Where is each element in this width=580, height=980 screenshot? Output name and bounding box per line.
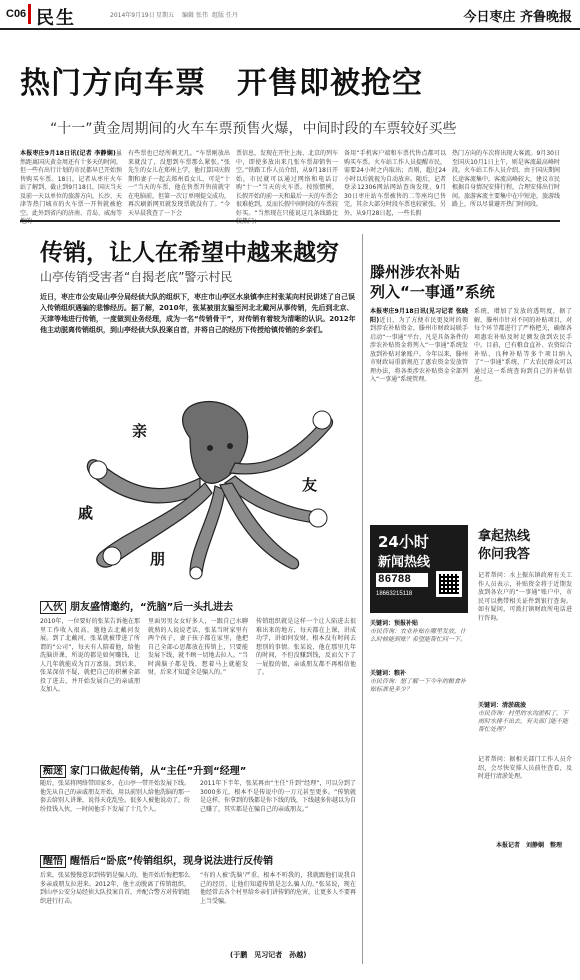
sec2-title: 家门口做起传销，从“主任”升到“经理” [70, 766, 247, 777]
side-byline: 本报枣庄9月18日讯(见习记者 张晓阳) [370, 308, 468, 324]
side-col2: 系统，增加了发放的透明度，据了解，滕州市针对不同的补贴项目，对每个环节都进行了严格把关，确保各项惠农补贴及时足额发放到农民手中。目前，已有粮食直补、农资综合补贴、良种补贴等多个项目纳入了“一事通”系统，广大农民群众可以通过这一系统查询到自己的补贴信息。 [474, 308, 572, 383]
illus-word-relatives: 亲 [132, 422, 148, 440]
sec3-byline: (于鹏 见习记者 孙越) [230, 951, 307, 959]
hotline-q2-text: 市民咨询：想了解一下今年的粮食补贴标准是多少？ [370, 678, 467, 693]
ad-hours: 24小时 [378, 533, 429, 551]
top-story-col2: 有些票也已经所剩无几。“车票刚放出来就没了，没想到车票那么紧张。”张先生的女儿在郑州上学，他打算国庆假期和妻子一起去郑州看女儿，可是“十一”当天的车票，他在售票开售前就守在电脑前，但第一次订单刚提交成功，再次刷新网页就发现票就没有了。“今天早晨我查了一下会 [128, 150, 231, 217]
ad-phone: 86788 [376, 573, 428, 587]
top-story-byline: 本报枣庄9月18日讯(记者 李静娴) [20, 150, 116, 157]
sec2-heading [40, 762, 246, 777]
sec3-title: 醒悟后“卧底”传销组织，现身说法进行反传销 [70, 856, 274, 867]
top-story-col3: 票信息，发现在开往上海、北京的列车中，即使多放出来几张车票却销售一空。”铁路工作人员介绍，从9月18日开始，市民就可以通过网络和电话订购“十一”当天的火车票。按照惯例，长假开始的前一天和最后一天的车票会很难抢到，反而长假中间时段的车票较好买。“当然现在只能说这几条线路比 [236, 150, 339, 217]
top-subhead: “十一”黄金周期间的火车车票预售火爆，中间时段的车票较好买些 [50, 121, 457, 137]
hotline-q3-text: 市民咨询：村里的水沟淤积了，下雨时水排不出去，有关部门能不能帮忙处理？ [478, 710, 569, 733]
hotline-q1-label: 关键词：预报补贴 [370, 620, 419, 627]
issue-date: 2014年9月19日 [110, 12, 155, 19]
hotline-q3-label: 关键词：清淤疏浚 [478, 702, 527, 709]
top-story-col1: 本报枣庄9月18日讯(记者 李静娴)虽然距离国庆黄金周还有十多天的时间，但一些有出行计划的市民都早已开始预售购买车票。18日，记者从枣庄火车站了解到，截止到9月18日，国庆当天及前一天以单位的旅游方向，长沙、天津等热门城市的火车票一开售就被抢空。此外到省内的济南、青岛、威海等 [20, 150, 123, 217]
ad-mobile: 18663215118 [376, 591, 413, 597]
hotline-byline: 本报记者 刘静娴 整理 [496, 842, 563, 849]
layout-credit: 组版 任丹 [212, 12, 238, 19]
story-divider [20, 220, 560, 222]
sec1-heading [40, 598, 233, 613]
section-title: 民生 [36, 8, 76, 29]
sec3-tag: 醒悟 [40, 855, 66, 868]
sec2-col1: 随后，张某将网络带回家乡，在山亭一带开始发展下线。他先从自己的亲戚朋友开始，用以前别人给他洗脑的那一套去给别人讲课，说得天花乱坠。很多人被他说动了，纷纷投钱入伙，一时间他手下发展了十几个人。 [40, 780, 191, 813]
page-number: C06 [6, 8, 27, 20]
sec1-col2: 里面男男女女好多人，一跟自己水聊就熟的人说说老话，张某当时家里有两个孩子，妻子孩子都在家里，他把自己全部心思都放在传销上，只要能发展下线，就不顾一切地去拉人。“当时满脑子都是钱，想着马上就能发财，后来才知道全是骗人的。” [148, 618, 248, 676]
sec1-tag: 入伙 [40, 601, 66, 614]
illus-word-friend: 友 [302, 476, 318, 494]
side-col1: 本报枣庄9月18日讯(见习记者 张晓阳)近日，为了方便市民更及时的领到涉农补贴资金，滕州市财政局联手启动“一事通”平台，凡是具备条件的涉农补贴资金将列入“一事通”系统发放到补贴对象账户。今年以来，滕州市财政局重新规范了惠农资金发放管理办法，将各类涉农补贴资金全部列入“一事通”系统管理。 [370, 308, 468, 383]
sec3-heading [40, 852, 273, 867]
hotline-q2-label: 关键词：粮补 [370, 670, 407, 677]
sec3-col2: “有的人被‘洗脑’严重，根本不听我的，我就跟他们说我自己的经历，让他们知道传销是怎么骗人的。”张某说，现在他经常去各个村里给乡亲们讲传销的危害，让更多人不要再上当受骗。 [200, 872, 357, 905]
top-headline: 热门方向车票 开售即被抢空 [20, 66, 423, 101]
illus-word-companion: 朋 [150, 550, 166, 568]
sec1-col1: 2010年，一位要好的张某告诉他在那里工作收入很高，邀他去北戴河发展。到了北戴河，张某就被带进了所谓的“公司”，每天有人陪着他，给他洗脑讲课，所说的都是如何赚钱，让人几年就能成为百万富翁。到后来，张某深信不疑，就把自己的积蓄全部投了进去，并开始发展自己的亲戚朋友加入。 [40, 618, 140, 693]
mlm-subhead: 山亭传销受害者“自揭老底”警示村民 [40, 270, 233, 284]
hotline-ad [370, 525, 468, 613]
top-story-col5: 热门方向的车次将出现大客流。9月30日至国庆10月1日上午，则是客流最高峰时段。火车站工作人员介绍，由于国庆期间长途客流集中，客流高峰较大，建议市民根据自身情况安排行程，合理安排出行时间。旅游客流主要集中在中短途，旅游线路上，所以尽量避开热门时间段。 [452, 150, 561, 208]
hotline-reply2: 记者帮问：据相关部门工作人员介绍，会尽快安排人员前往查看，及时进行清淤处理。 [478, 756, 572, 780]
mlm-headline: 传销，让人在希望中越来越穷 [40, 240, 339, 266]
octopus-illustration [40, 368, 354, 580]
sec3-col1: 后来，张某慢慢意识到传销是骗人的，他开始后悔把那么多亲戚朋友拉进来。2012年，他主动脱离了传销组织，到山亭公安分局经侦大队投案自首，并配合警方对传销组织进行打击。 [40, 872, 191, 905]
sec1-col3: 传销组织就是这样一个让人陷进去很难出来的地方，每天都在上课，讲成功学，讲如何发财，根本没有时间去想别的事情。张某说，他在那里几年的时间，不但没赚到钱，反而欠下了一屁股的债，亲戚朋友都不再相信他了。 [256, 618, 356, 676]
hotline-reply: 记者帮问：水上振东镇政府有关工作人员表示，补贴资金将于近期发放到各农户的“一事通”账户中，市民可以携带相关证件到银行查询。如有疑问，可拨打镇财政所电话进行咨询。 [478, 572, 572, 622]
sec1-title: 朋友盛情邀约，“洗脑”后一头扎进去 [70, 602, 234, 613]
ad-label: 新闻热线 [378, 555, 431, 570]
section-marker [28, 4, 31, 24]
top-story-col4: 备用“手机客户端和车票代售点都可以购买车票。火车站工作人员提醒市民，需要24小时之内取出；否则，超过24小时以后就视为自动放弃。随后，记者登录12306网站网站查询发现，9月30日枣庄站车票被售的二等座均已售完，其余大部分时段车票也较紧张。另外，从9月28日起，一些长假 [344, 150, 447, 217]
qr-code-icon [436, 571, 462, 597]
hotline-q1-text: 市民咨询：农业补贴在哪里发放，什么时候能到账？希望能帮忙问一下。 [370, 628, 467, 643]
mlm-lead: 近日，枣庄市公安局山亭分局经侦大队的组织下，枣庄市山亭区水泉镇李庄村张某向村民讲述了自己误入传销组织遇骗的悲惨经历。据了解，2010年，张某被朋友骗至河北北戴河从事传销，先后到北京、天津等地进行传销，一度做到业务经理，成为一名“传销骨干”，对传销有着较为清晰的认识。2012年他主动脱离传销组织，到山亭经侦大队投案自首，并将自己的经历下传授给镇传销的乡亲们。 [40, 293, 356, 334]
side-headline: 滕州涉农补贴 列入“一事通”系统 [370, 263, 495, 301]
sec2-tag: 痴迷 [40, 765, 66, 778]
masthead-logo: 今日枣庄 齐鲁晚报 [463, 10, 572, 25]
column-divider [362, 234, 363, 964]
editor-credit: 编辑 张伟 [182, 12, 208, 19]
illus-word-kin: 戚 [78, 504, 94, 522]
sec2-col2: 2011年下半年，张某再由“主任”升到“经理”，可以分到了3000多元，根本不是传说中的一万元甚至更多。“传销就是这样，你拿到的钱都是你下线的钱，下线越多你越以为自己赚了，其实都是在骗自己的亲戚朋友。” [200, 780, 357, 813]
issue-weekday: 星期五 [156, 12, 175, 19]
hotline-title: 拿起热线 你问我答 [478, 529, 531, 562]
